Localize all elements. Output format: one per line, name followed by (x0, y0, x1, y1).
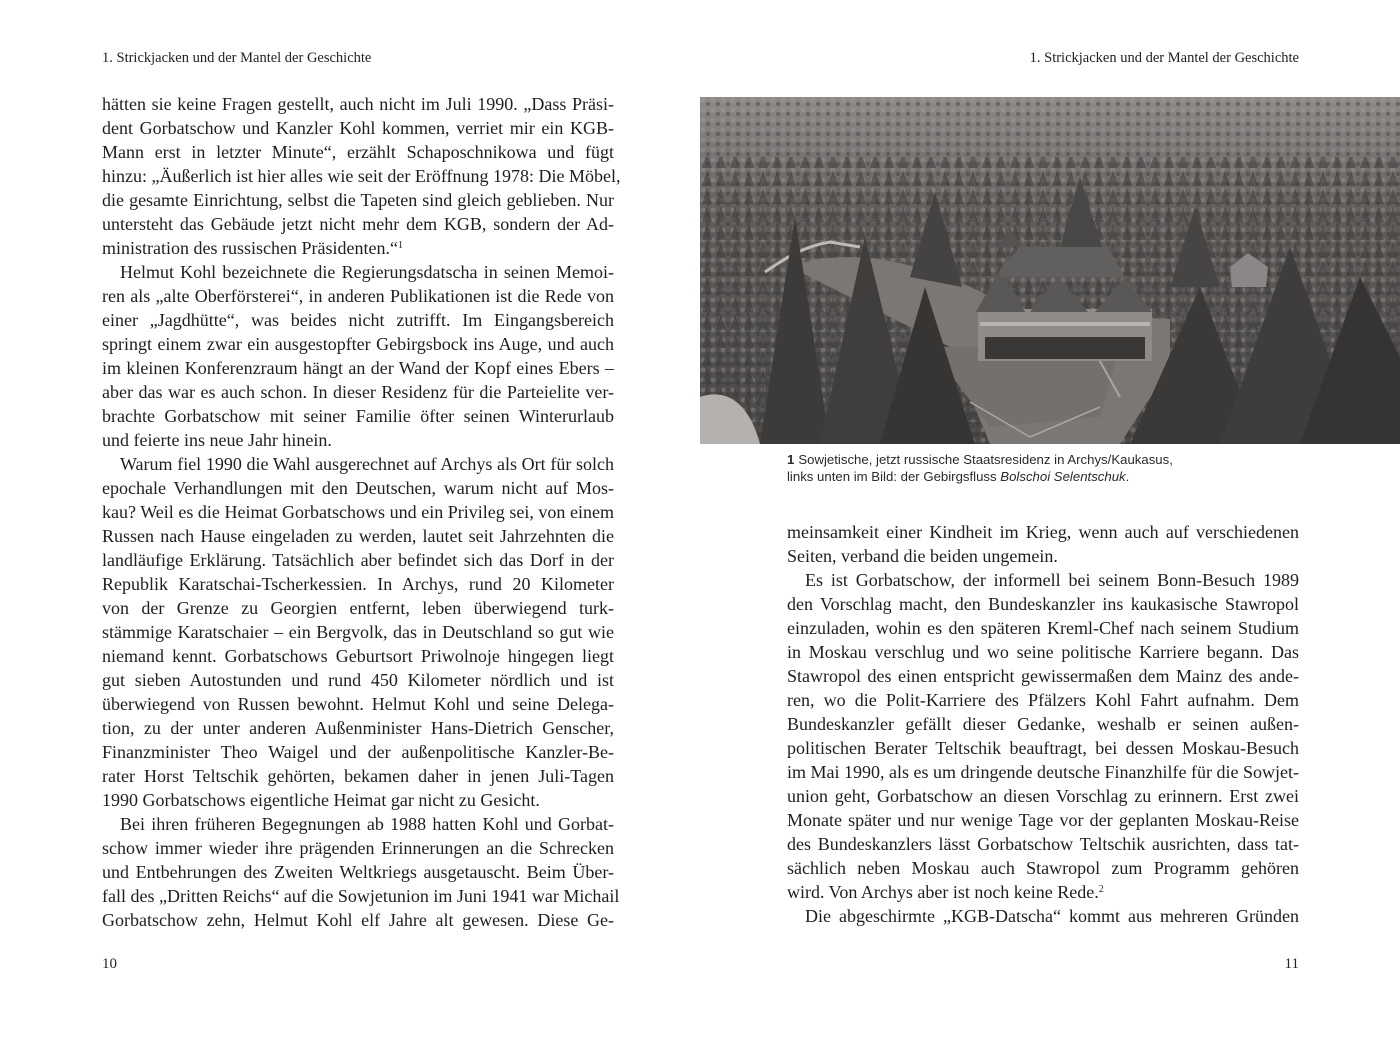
right-page (700, 0, 1400, 1038)
text-line: kau? Weil es die Heimat Gorbatschows und ein Privileg sei, von einem (102, 502, 614, 522)
figure-number: 1 (787, 452, 795, 467)
paragraph (102, 452, 614, 812)
text-line: Seiten, verband die beiden ungemein. (787, 546, 1058, 566)
text-line: Warum fiel 1990 die Wahl ausgerechnet auf Archys als Ort für solch (120, 454, 614, 474)
text-line: ren als „alte Oberförsterei“, in anderen Publikationen ist die Rede von (102, 286, 614, 306)
body-text (102, 92, 621, 932)
text-line: einer „Jagdhütte“, was beides nicht zutrifft. Im Eingangsbereich (102, 310, 614, 330)
footnote-reference[interactable]: 1 (397, 240, 403, 251)
text-line: des Bundeskanzlers lässt Gorbatschow Teltschik ausrichten, dass tat- (787, 834, 1299, 854)
paragraph (787, 568, 1299, 904)
text-line: den Vorschlag macht, den Bundeskanzler ins kaukasische Stawropol (787, 594, 1299, 614)
paragraph (787, 904, 1299, 928)
text-line: politischen Berater Teltschik beauftragt, bei dessen Moskau-Besuch (787, 738, 1299, 758)
text-line: meinsamkeit einer Kindheit im Krieg, wenn auch auf verschiedenen (787, 522, 1299, 542)
text-line: im kleinen Konferenzraum hängt an der Wand der Kopf eines Ebers – (102, 358, 614, 378)
text-line: Bundeskanzler gefällt dieser Gedanke, weshalb er seinen außen- (787, 714, 1299, 734)
text-line: Die abgeschirmte „KGB-Datscha“ kommt aus mehreren Gründen (805, 906, 1299, 926)
text-line: schow immer wieder ihre prägenden Erinnerungen an die Schrecken (102, 838, 614, 858)
text-line: union geht, Gorbatschow an diesen Vorschlag zu erinnern. Erst zwei (787, 786, 1299, 806)
text-line: einzuladen, wohin es den späteren Kreml-Chef nach seinem Studium (787, 618, 1299, 638)
text-line: springt einem zwar ein ausgestopfter Gebirgsbock ins Auge, und auch (102, 334, 614, 354)
page-number: 10 (102, 956, 117, 972)
text-line: gut sieben Autostunden und rund 450 Kilometer nördlich und ist (102, 670, 614, 690)
text-line: Gorbatschow zehn, Helmut Kohl elf Jahre alt gewesen. Diese Ge- (102, 910, 614, 930)
caption-line-2: links unten im Bild: der Gebirgsfluss Bolschoi Selentschuk. (787, 469, 1130, 484)
text-line: überwiegend von Russen bewohnt. Helmut Kohl und seine Delega- (102, 694, 614, 714)
text-line: stämmige Karatschaier – ein Bergvolk, das in Deutschland so gut wie (102, 622, 614, 642)
figure-photo (700, 97, 1400, 444)
text-line: im Mai 1990, als es um dringende deutsche Finanzhilfe für die Sowjet- (787, 762, 1299, 782)
text-line: Stawropol des einen entspricht gewissermaßen dem Mainz des ande- (787, 666, 1299, 686)
body-text (787, 520, 1299, 928)
text-line: Bei ihren früheren Begegnungen ab 1988 hatten Kohl und Gorbat- (120, 814, 614, 834)
paragraph (102, 92, 621, 260)
figure-caption (787, 451, 1307, 485)
running-head: 1. Strickjacken und der Mantel der Geschichte (102, 50, 372, 66)
text-line: in Moskau verschlug und wo seine politische Karriere begann. Das (787, 642, 1299, 662)
text-line: Monate später und nur wenige Tage vor der geplanten Moskau-Reise (787, 810, 1299, 830)
paragraph (102, 812, 620, 932)
text-line: sächlich neben Moskau auch Stawropol zum Programm gehören (787, 858, 1299, 878)
paragraph (787, 520, 1299, 568)
text-line: Republik Karatschai-Tscherkessien. In Archys, rund 20 Kilometer (102, 574, 614, 594)
text-line: Finanzminister Theo Waigel und der außenpolitische Kanzler-Be- (102, 742, 614, 762)
text-line: landläufige Erklärung. Tatsächlich aber befindet sich das Dorf in der (102, 550, 614, 570)
text-line: und Entbehrungen des Zweiten Weltkriegs ausgetauscht. Beim Über- (102, 862, 614, 882)
text-line: tion, zu der unter anderen Außenminister Hans-Dietrich Genscher, (102, 718, 614, 738)
text-line: hinzu: „Äußerlich ist hier alles wie seit der Eröffnung 1978: Die Möbel, (102, 166, 621, 186)
caption-line-1: 1 Sowjetische, jetzt russische Staatsresidenz in Archys/Kaukasus, (787, 452, 1173, 467)
page-number: 11 (1284, 956, 1299, 972)
text-line: 1990 Gorbatschows eigentliche Heimat gar nicht zu Gesicht. (102, 790, 540, 810)
text-line: Es ist Gorbatschow, der informell bei seinem Bonn-Besuch 1989 (805, 570, 1299, 590)
text-line: rater Horst Teltschik gehörten, bekamen daher in jenen Juli-Tagen (102, 766, 614, 786)
text-line: epochale Verhandlungen mit den Deutschen, warum nicht auf Mos- (102, 478, 614, 498)
text-line: untersteht das Gebäude jetzt nicht mehr dem KGB, sondern der Ad- (102, 214, 614, 234)
text-line: Helmut Kohl bezeichnete die Regierungsdatscha in seinen Memoi- (120, 262, 614, 282)
residence-aerial-photo (700, 97, 1400, 444)
text-line: hätten sie keine Fragen gestellt, auch nicht im Juli 1990. „Dass Präsi- (102, 94, 614, 114)
text-line: Mann erst in letzter Minute“, erzählt Schaposchnikowa und fügt (102, 142, 614, 162)
text-line: wird. Von Archys aber ist noch keine Rede.$^2$ (787, 882, 1104, 902)
river-name: Bolschoi Selentschuk (1000, 469, 1126, 484)
text-line: ren, wo die Polit-Karriere des Pfälzers Kohl Fahrt aufnahm. Dem (787, 690, 1299, 710)
text-line: ministration des russischen Präsidenten.“$^1$ (102, 238, 403, 258)
text-line: fall des „Dritten Reichs“ auf die Sowjetunion im Juni 1941 war Michail (102, 886, 620, 906)
running-head: 1. Strickjacken und der Mantel der Geschichte (1029, 50, 1299, 66)
text-line: niemand kennt. Gorbatschows Geburtsort Priwolnoje hingegen liegt (102, 646, 614, 666)
footnote-reference[interactable]: 2 (1098, 884, 1104, 895)
text-line: Russen nach Hause eingeladen zu werden, lautet seit Jahrzehnten die (102, 526, 614, 546)
text-line: brachte Gorbatschow mit seiner Familie öfter seinen Winterurlaub (102, 406, 614, 426)
text-line: von der Grenze zu Georgien entfernt, leben überwiegend turk- (102, 598, 614, 618)
text-line: aber das war es auch schon. In dieser Residenz für die Parteielite ver- (102, 382, 614, 402)
text-line: dent Gorbatschow und Kanzler Kohl kommen, verriet mir ein KGB- (102, 118, 614, 138)
text-line: die gesamte Einrichtung, selbst die Tapeten sind gleich geblieben. Nur (102, 190, 614, 210)
paragraph (102, 260, 614, 452)
text-line: und feierte ins neue Jahr hinein. (102, 430, 332, 450)
